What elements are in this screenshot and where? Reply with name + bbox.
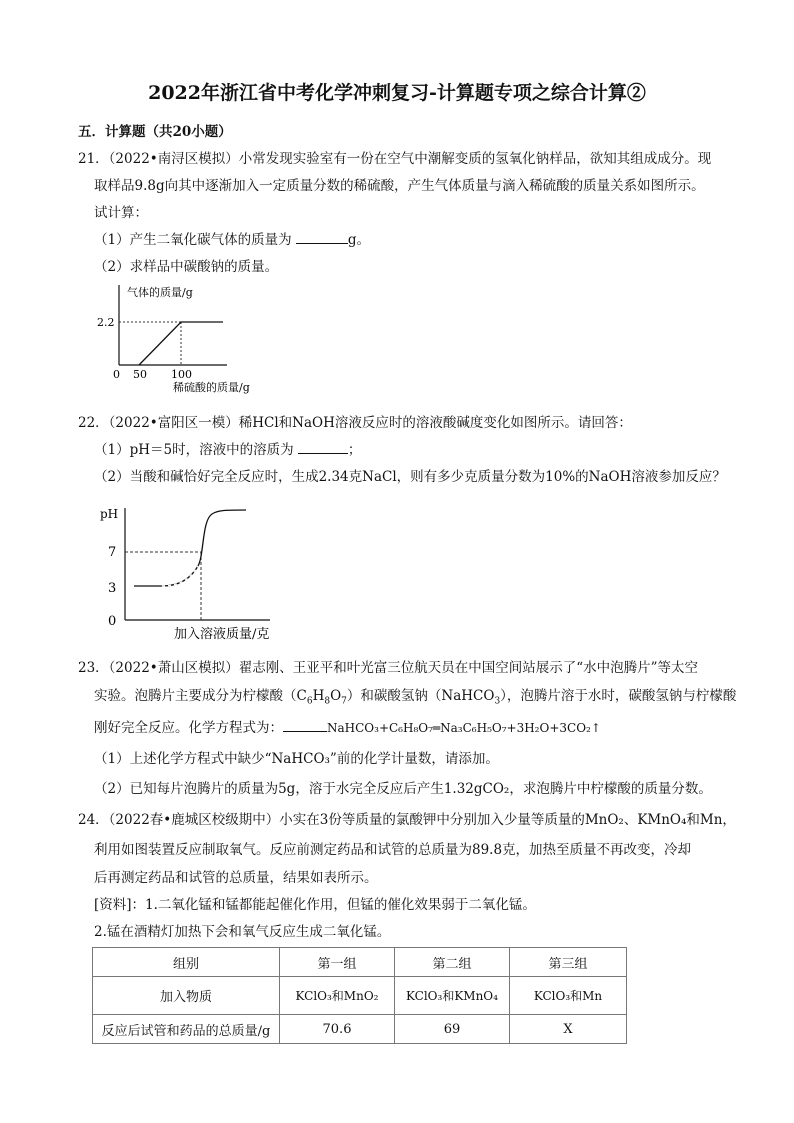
q21-line2: 取样品9.8g向其中逐渐加入一定质量分数的稀硫酸，产生气体质量与滴入稀硫酸的质量关系如图所示。 xyxy=(94,178,705,194)
q21-sub1-unit: g。 xyxy=(347,232,371,248)
table-cell: KClO₃和Mn xyxy=(510,977,627,1015)
q21-line1: 21．（2022•南浔区模拟）小常发现实验室有一份在空气中潮解变质的氢氧化钠样品，欲知其组成成分。现 xyxy=(78,151,712,167)
table-header-cell: 第三组 xyxy=(510,948,627,977)
q21-xtick-100: 100 xyxy=(171,368,192,381)
q23-line3 xyxy=(94,716,601,736)
q22-sub2: （2）当酸和碱恰好完全反应时，生成2.34克NaCl，则有多少克质量分数为10%的NaOH溶液参加反应？ xyxy=(94,469,726,485)
q23-line2-b: 6 xyxy=(306,696,313,707)
table-cell: 69 xyxy=(395,1015,510,1044)
table-row xyxy=(93,977,627,1015)
q21-sub1 xyxy=(94,228,370,248)
table-header-cell: 第一组 xyxy=(280,948,395,977)
q21-ytick: 2.2 xyxy=(97,316,115,329)
q21-sub2: （2）求样品中碳酸钠的质量。 xyxy=(94,259,279,275)
q23-answer-blank[interactable] xyxy=(283,717,327,732)
table-header-cell: 组别 xyxy=(93,948,280,977)
q23-equation: NaHCO₃+C₆H₈O₇═Na₃C₆H₅O₇+3H₂O+3CO₂↑ xyxy=(327,721,601,735)
q24-line4: [资料]：1.二氧化锰和锰都能起催化作用，但锰的催化效果弱于二氧化锰。 xyxy=(94,897,536,913)
q22-curve xyxy=(134,510,246,586)
q22-ytick-7: 7 xyxy=(108,545,117,560)
section-heading: 五．计算题（共20小题） xyxy=(78,124,232,140)
q21-xtick-50: 50 xyxy=(133,368,147,381)
q23-line1: 23．（2022•萧山区模拟）翟志刚、王亚平和叶光富三位航天员在中国空间站展示了“水中泡腾片”等太空 xyxy=(78,660,699,676)
q23-line2-e: O xyxy=(330,688,342,704)
q24-line2: 利用如图装置反应制取氧气。反应前测定药品和试管的总质量为89.8克，加热至质量不再改变，冷却 xyxy=(94,842,692,858)
q21-graph xyxy=(97,282,275,397)
table-cell: 反应后试管和药品的总质量/g xyxy=(93,1015,280,1044)
q24-line5: 2.锰在酒精灯加热下会和氧气反应生成二氧化锰。 xyxy=(94,924,391,940)
q22-line1: 22．（2022•富阳区一模）稀HCl和NaOH溶液反应时的溶液酸碱度变化如图所示。请回答： xyxy=(78,415,632,431)
table-cell: KClO₃和KMnO₄ xyxy=(395,977,510,1015)
table-cell: 70.6 xyxy=(280,1015,395,1044)
q23-line3-text: 刚好完全反应。化学方程式为： xyxy=(94,720,283,736)
q22-xlabel: 加入溶液质量/克 xyxy=(174,627,270,642)
q22-sub1-text: （1）pH＝5时，溶液中的溶质为 xyxy=(94,442,294,458)
q22-answer-blank[interactable] xyxy=(298,439,348,454)
q23-line2-i: ），泡腾片溶于水时，碳酸氢钠与柠檬酸 xyxy=(500,688,737,704)
table-cell: X xyxy=(510,1015,627,1044)
table-cell: KClO₃和MnO₂ xyxy=(280,977,395,1015)
q21-ylabel: 气体的质量/g xyxy=(127,286,193,299)
q23-sub1: （1）上述化学方程式中缺少“NaHCO₃”前的化学计量数，请添加。 xyxy=(94,751,499,767)
q24-line1: 24．（2022春•鹿城区校级期中）小实在3份等质量的氯酸钾中分别加入少量等质量的MnO₂、KMnO₄和Mn， xyxy=(78,812,736,828)
q23-line2 xyxy=(94,684,736,707)
q23-line2-h: 3 xyxy=(494,696,501,707)
q23-line2-g: ）和碳酸氢钠（NaHCO xyxy=(346,688,495,704)
q22-ytick-3: 3 xyxy=(108,581,117,596)
q21-xlabel: 稀硫酸的质量/g xyxy=(173,381,250,394)
q22-graph xyxy=(98,500,298,645)
table-cell: 加入物质 xyxy=(93,977,280,1015)
q22-ytick-0: 0 xyxy=(108,614,117,629)
q22-sub1 xyxy=(94,438,361,458)
q23-sub2: （2）已知每片泡腾片的质量为5g，溶于水完全反应后产生1.32gCO₂，求泡腾片中柠檬酸的质量分数。 xyxy=(94,781,712,797)
q24-line3: 后再测定药品和试管的总质量，结果如表所示。 xyxy=(94,870,378,886)
q23-line2-f: 7 xyxy=(341,696,347,707)
q22-sub1-end: ； xyxy=(347,442,362,458)
q21-line3: 试计算： xyxy=(94,205,148,221)
table-header-row xyxy=(93,948,627,977)
q21-xtick-0: 0 xyxy=(113,368,120,381)
q23-line2-c: H xyxy=(312,688,325,704)
page-title: 2022年浙江省中考化学冲刺复习-计算题专项之综合计算② xyxy=(148,82,646,104)
table-row xyxy=(93,1015,627,1044)
q21-answer-blank[interactable] xyxy=(296,229,348,244)
q23-line2-a: 实验。泡腾片主要成分为柠檬酸（C xyxy=(94,688,307,704)
table-header-cell: 第二组 xyxy=(395,948,510,977)
q24-table xyxy=(92,947,627,1044)
q22-ylabel: pH xyxy=(100,507,119,521)
q23-line2-d: 8 xyxy=(324,696,331,707)
q21-sub1-text: （1）产生二氧化碳气体的质量为 xyxy=(94,232,292,248)
